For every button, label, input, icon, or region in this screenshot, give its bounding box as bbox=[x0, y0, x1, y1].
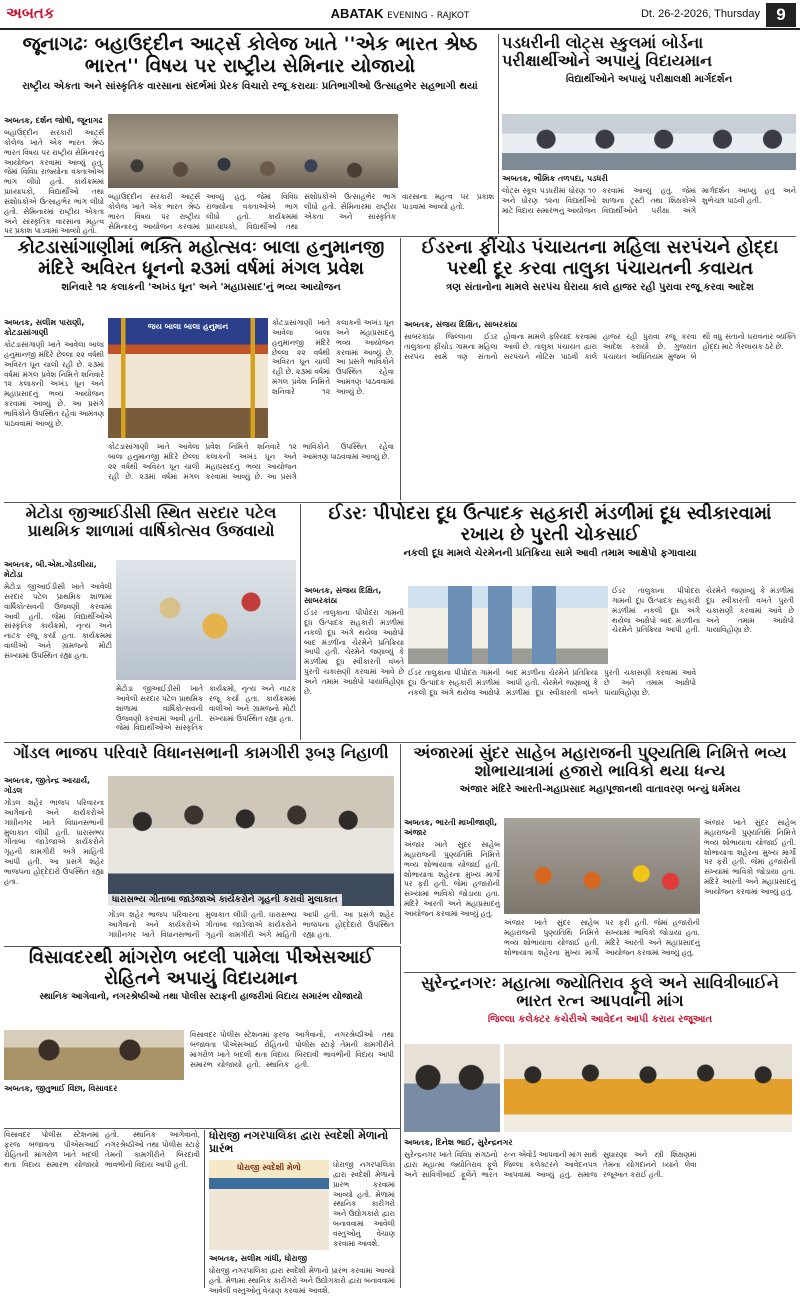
article-body-side: ઈડર તાલુકાના પીપોદરા ગામની દૂધ ઉત્પાદક સહકારી મંડળીમાં નકલી દૂધ અંગે થયેલા આક્ષેપો બાદ મંડળીના ચેરમેને પ્રતિક્રિયા આપી હતી. ચેરમેને જણાવ્યું કે મંડળીમાં દૂધ સ્વીકારતી વખતે પુરતી ચકાસણી કરવામાં આવે છે અને તમામ આક્ષેપો પાયાવિહોણા છે. bbox=[612, 586, 794, 635]
seminar-photo bbox=[108, 114, 398, 188]
temple-banner: જય બાલા બાલા હનુમાન bbox=[147, 322, 229, 331]
subheadline: અંજાર મંદિરે આરતી-મહાપ્રસાદ મહાપૂજાનથી વાતાવરણ બન્યું ધર્મમય bbox=[459, 783, 741, 795]
headline: પડધરીની લોટ્સ સ્કુલમાં બોર્ડના પરીક્ષાર્થીઓને અપાયું વિદાયમાન bbox=[502, 33, 713, 71]
newspaper-logo: અબતક bbox=[6, 4, 55, 22]
story-metoda bbox=[4, 504, 298, 740]
article-body: ગોંડલ શહેર ભાજપ પરિવારના આગેવાનો અને કાર્યકરોએ ગાંધીનગર ખાતે વિધાનસભાની મુલાકાત લીધી હતી. ધારાસભ્ય ગીતાબા જાડેજાએ કાર્યકરોને ગૃહની કામગીરી અંગે માહિતી આપી હતી. આ પ્રસંગે શહેર ભાજપના હોદ્દેદારો ઉપસ્થિત રહ્યા હતા. bbox=[4, 798, 104, 886]
byline: અબતક, બી.એમ.ગોંડલીયા, મેટોડા bbox=[4, 560, 97, 579]
fair-photo bbox=[209, 1160, 329, 1250]
byline: અબતક, દિનેશ ભાઈ, સુરેન્દ્રનગર bbox=[404, 1138, 513, 1147]
article-body-continued: બહાઉદ્દીન સરકારી આર્ટ્સ કોલેજ ખાતે એક ભારત શ્રેષ્ઠ ભારત વિષય પર રાષ્ટ્રીય સેમિનારનું આયોજન કરવામાં આવ્યું હતું. જેમાં વિવિધ રાજ્યોના વક્તાઓએ ભાગ લીધો હતો. કાર્યક્રમમાં પ્રાધ્યાપકો, વિદ્યાર્થીઓ તથા સંશોધકોએ ઉત્સાહભેર ભાગ લીધો હતો. સેમિનારમાં રાષ્ટ્રીય એકતા અને સાંસ્કૃતિક વારસાના મહત્વ પર પ્રકાશ પાડવામાં આવ્યો હતો. bbox=[108, 192, 494, 231]
story-gondal bbox=[4, 744, 398, 944]
article-body-continued: અંજાર ખાતે સુંદર સાહેબ મહારાજની પુણ્યતિથિ નિમિત્તે ભવ્ય શોભાયાત્રા યોજાઈ હતી. શોભાયાત્રા શહેરના મુખ્ય માર્ગો પર ફરી હતી. જેમાં હજારોની સંખ્યામાં ભાવિકો જોડાયા હતા. મંદિરે આરતી અને મહાપ્રસાદનું આયોજન કરવામાં આવ્યું હતું. bbox=[504, 918, 700, 957]
issue-date: Dt. 26-2-2026, Thursday bbox=[640, 8, 760, 20]
story-paddhari bbox=[502, 34, 796, 234]
procession-photo bbox=[504, 818, 700, 914]
byline: અબતક, સંજય દિક્ષિત, સાબરકાંઠા bbox=[304, 586, 382, 605]
headline: ધોરાજી નગરપાલિકા દ્વારા સ્વદેશી મેળાનો પ્રારંભ bbox=[209, 1129, 389, 1155]
article-body: લોટ્સ સ્કૂલ પડધરીમાં ધોરણ ૧૦ અને ધોરણ ૧૨ના વિદ્યાર્થીઓ માટે વિદાય સમારંભનું આયોજન કરવામાં આવ્યું હતું. જેમાં શાળાના ટ્રસ્ટી તથા શિક્ષકોએ વિદ્યાર્થીઓને પરીક્ષા અંગે માર્ગદર્શન આપ્યું હતું અને શુભેચ્છા પાઠવી હતી. bbox=[502, 186, 796, 215]
byline: અબતક, સંજય દિક્ષિત, સાબરકાંઠા bbox=[404, 320, 518, 329]
article-body-continued: ગોંડલ શહેર ભાજપ પરિવારના આગેવાનો અને કાર્યકરોએ ગાંધીનગર ખાતે વિધાનસભાની મુલાકાત લીધી હતી. ધારાસભ્ય ગીતાબા જાડેજાએ કાર્યકરોને ગૃહની કામગીરી અંગે માહિતી આપી હતી. આ પ્રસંગે શહેર ભાજપના હોદ્દેદારો ઉપસ્થિત રહ્યા હતા. bbox=[108, 910, 394, 939]
headline: કોટડાસાંગાણીમાં ભક્તિ મહોત્સવઃ બાલા હનુમાનજી મંદિરે અવિરત ધૂનનો ૨૩માં વર્ષમાં મંગલ પ્રવેશ bbox=[17, 237, 385, 279]
article-body-side: કોટડાસાંગાણી ખાતે આવેલા બાલા હનુમાનજી મંદિરે છેલ્લા ૨૨ વર્ષથી અવિરત ધૂન ચાલી રહી છે. ૨૩માં વર્ષમાં મંગલ પ્રવેશ નિમિત્તે શનિવારે ૧૨ કલાકની અખંડ ધૂન અને મહાપ્રસાદનું ભવ્ય આયોજન કરવામાં આવ્યું છે. આ પ્રસંગે ભાવિકોને ઉપસ્થિત રહેવા આમંત્રણ પાઠવવામાં આવ્યું છે. bbox=[272, 318, 394, 396]
story-idar-sarpanch bbox=[404, 238, 796, 500]
byline: અબતક, ભૌમિક તળપદા, પડધરી bbox=[502, 174, 608, 183]
headline: અંજારમાં સુંદર સાહેબ મહારાજની પુણ્યતિથિ નિમિત્તે ભવ્ય શોભાયાત્રામાં હજારો ભાવિકો થયા ધન્ય bbox=[413, 743, 787, 781]
article-body-side: વિસાવદર પોલીસ સ્ટેશનમાં ફરજ બજાવતા પીએસઆઈ રોહિતની માંગરોળ ખાતે બદલી થતા વિદાય સમારંભ યોજાયો હતો. સ્થાનિક આગેવાનો, નગરશ્રેષ્ઠીઓ તથા પોલીસ સ્ટાફે તેમની કામગીરીને બિરદાવી ભાવભીની વિદાય આપી હતી. bbox=[190, 1030, 394, 1069]
subheadline: વિદ્યાર્થીઓને અપાયું પરીક્ષાલક્ષી માર્ગદર્શન bbox=[565, 73, 733, 85]
headline: મેટોડા જીઆઈડીસી સ્થિત સરદાર પટેલ પ્રાથમિક શાળામાં વાર્ષિકોત્સવ ઉજવાયો bbox=[25, 503, 277, 541]
story-idar-dairy bbox=[304, 504, 796, 740]
subheadline: રાષ્ટ્રીય એકતા અને સાંસ્કૃતિક વારસાના સંદર્ભમાં પ્રેરક વિચારો રજૂ કરાયાઃ પ્રતિભાગીઓ ઉત્સાહભેર સહભાગી થયાં bbox=[22, 80, 478, 92]
headline: ઈડરઃ પીપોદરા દૂધ ઉત્પાદક સહકારી મંડળીમાં દૂધ સ્વીકારવામાં રખાય છે પુરતી ચોકસાઈ bbox=[328, 503, 772, 545]
photo-caption: ધારાસભ્ય ગીતાબા જાડેજાએ કાર્યકરોને ગૃહની કરાવી મુલાકાત bbox=[108, 894, 342, 906]
masthead bbox=[0, 0, 800, 30]
article-body-continued: ઈડર તાલુકાના પીપોદરા ગામની દૂધ ઉત્પાદક સહકારી મંડળીમાં નકલી દૂધ અંગે થયેલા આક્ષેપો બાદ મંડળીના ચેરમેને પ્રતિક્રિયા આપી હતી. ચેરમેને જણાવ્યું કે મંડળીમાં દૂધ સ્વીકારતી વખતે પુરતી ચકાસણી કરવામાં આવે છે અને તમામ આક્ષેપો પાયાવિહોણા છે. bbox=[408, 668, 696, 697]
byline: અબતક, જીતેન્દ્ર આચાર્ય, ગોંડલ bbox=[4, 776, 91, 795]
farewell-photo bbox=[4, 1030, 184, 1080]
story-surendranagar bbox=[404, 974, 796, 1288]
subheadline: સ્થાનિક આગેવાનો, નગરશ્રેષ્ઠીઓ તથા પોલીસ સ્ટાફની હાજરીમાં વિદાય સમારંભ યોજાયો bbox=[39, 992, 363, 1003]
byline: અબતક, સલીમ પારાણી, કોટડાસાંગાણી bbox=[4, 318, 85, 337]
article-body: કોટડાસાંગાણી ખાતે આવેલા બાલા હનુમાનજી મંદિરે છેલ્લા ૨૨ વર્ષથી અવિરત ધૂન ચાલી રહી છે. ૨૩માં વર્ષમાં મંગલ પ્રવેશ નિમિત્તે શનિવારે ૧૨ કલાકની અખંડ ધૂન અને મહાપ્રસાદનું ભવ્ય આયોજન કરવામાં આવ્યું છે. આ પ્રસંગે ભાવિકોને ઉપસ્થિત રહેવા આમંત્રણ પાઠવવામાં આવ્યું છે. bbox=[4, 340, 104, 428]
story-anjar bbox=[404, 744, 796, 970]
students-photo bbox=[502, 114, 796, 170]
page-number: 9 bbox=[766, 3, 796, 27]
article-body-continued: કોટડાસાંગાણી ખાતે આવેલા બાલા હનુમાનજી મંદિરે છેલ્લા ૨૨ વર્ષથી અવિરત ધૂન ચાલી રહી છે. ૨૩માં વર્ષમાં મંગલ પ્રવેશ નિમિત્તે શનિવારે ૧૨ કલાકની અખંડ ધૂન અને મહાપ્રસાદનું ભવ્ય આયોજન કરવામાં આવ્યું છે. આ પ્રસંગે ભાવિકોને ઉપસ્થિત રહેવા આમંત્રણ પાઠવવામાં આવ્યું છે. bbox=[108, 442, 394, 481]
article-body-side: ધોરાજી નગરપાલિકા દ્વારા સ્વદેશી મેળાનો પ્રારંભ કરવામાં આવ્યો હતો. મેળામાં સ્થાનિક કારીગરો અને ઉદ્યોગકારો દ્વારા બનાવવામાં આવેલી વસ્તુઓનું વેચાણ કરવામાં આવશે. bbox=[333, 1160, 395, 1248]
story-kotdasangani bbox=[4, 238, 398, 500]
annual-function-photo bbox=[116, 560, 296, 680]
brand-name: ABATAK bbox=[330, 6, 384, 21]
article-body: બહાઉદ્દીન સરકારી આર્ટ્સ કોલેજ ખાતે એક ભારત શ્રેષ્ઠ ભારત વિષય પર રાષ્ટ્રીય સેમિનારનું આયોજન કરવામાં આવ્યું હતું. જેમાં વિવિધ રાજ્યોના વક્તાઓએ ભાગ લીધો હતો. કાર્યક્રમમાં પ્રાધ્યાપકો, વિદ્યાર્થીઓ તથા સંશોધકોએ ઉત્સાહભેર ભાગ લીધો હતો. સેમિનારમાં રાષ્ટ્રીય એકતા અને સાંસ્કૃતિક વારસાના મહત્વ પર પ્રકાશ પાડવામાં આવ્યો હતો. bbox=[4, 128, 104, 236]
article-body-side: અંજાર ખાતે સુંદર સાહેબ મહારાજની પુણ્યતિથિ નિમિત્તે ભવ્ય શોભાયાત્રા યોજાઈ હતી. શોભાયાત્રા શહેરના મુખ્ય માર્ગો પર ફરી હતી. જેમાં હજારોની સંખ્યામાં ભાવિકો જોડાયા હતા. મંદિરે આરતી અને મહાપ્રસાદનું આયોજન કરવામાં આવ્યું હતું. bbox=[704, 818, 796, 896]
visavadar-body-continued: વિસાવદર પોલીસ સ્ટેશનમાં ફરજ બજાવતા પીએસઆઈ રોહિતની માંગરોળ ખાતે બદલી થતા વિદાય સમારંભ યોજાયો હતો. સ્થાનિક આગેવાનો, નગરશ્રેષ્ઠીઓ તથા પોલીસ સ્ટાફે તેમની કામગીરીને બિરદાવી ભાવભીની વિદાય આપી હતી. bbox=[4, 1130, 200, 1169]
byline: અબતક, ભારતી માખીજાણી, અંજાર bbox=[404, 818, 498, 837]
byline: અબતક, સલીમ ગાંધી, ધોરાજી bbox=[209, 1254, 307, 1263]
legislative-visit-photo bbox=[108, 776, 394, 906]
article-body: ઈડર તાલુકાના પીપોદરા ગામની દૂધ ઉત્પાદક સહકારી મંડળીમાં નકલી દૂધ અંગે થયેલા આક્ષેપો બાદ મંડળીના ચેરમેને પ્રતિક્રિયા આપી હતી. ચેરમેને જણાવ્યું કે મંડળીમાં દૂધ સ્વીકારતી વખતે પુરતી ચકાસણી કરવામાં આવે છે અને તમામ આક્ષેપો પાયાવિહોણા છે. bbox=[304, 608, 404, 696]
article-body: સાબરકાંઠા જિલ્લાના ઈડર તાલુકાના ફીંચોડ ગામના મહિલા સરપંચ સામે ત્રણ સંતાનો હોવાના મામલે ફરિયાદ કરવામાં આવી છે. તાલુકા પંચાયત દ્વારા સરપંચને નોટિસ પાઠવી કાલે હાજર રહી પુરાવા રજૂ કરવા આદેશ કરાયો છે. ગુજરાત પંચાયત અધિનિયમ મુજબ બે થી વધુ સંતાનો ધરાવનાર વ્યક્તિ હોદ્દા માટે ગેરલાયક ઠરે છે. bbox=[404, 332, 796, 361]
memorandum-photo bbox=[504, 1044, 792, 1132]
story-visavadar bbox=[4, 948, 398, 1126]
leaders-photo bbox=[404, 1044, 500, 1132]
temple-photo bbox=[108, 318, 268, 438]
article-body: સુરેન્દ્રનગર ખાતે વિવિધ સંગઠનો દ્વારા મહાત્મા જ્યોતિરાવ ફૂલે અને સાવિત્રીબાઈ ફૂલેને ભારત રત્ન એવોર્ડ આપવાની માંગ સાથે જિલ્લા કલેક્ટરને આવેદનપત્ર આપવામાં આવ્યું હતું. સમાજ સુધારણા અને સ્ત્રી શિક્ષણમાં તેમના યોગદાનને ધ્યાને લેવા રજૂઆત કરાઈ હતી. bbox=[404, 1150, 697, 1179]
article-body: ધોરાજી નગરપાલિકા દ્વારા સ્વદેશી મેળાનો પ્રારંભ કરવામાં આવ્યો હતો. મેળામાં સ્થાનિક કારીગરો અને ઉદ્યોગકારો દ્વારા બનાવવામાં આવેલી વસ્તુઓનું વેચાણ કરવામાં આવશે. bbox=[209, 1266, 395, 1295]
story-junagadh bbox=[4, 34, 496, 234]
story-dhoraji bbox=[4, 1129, 398, 1295]
headline: સુરેન્દ્રનગરઃ મહાત્મા જ્યોતિરાવ ફૂલે અને સાવિત્રીબાઈને ભારત રત્ન આપવાની માંગ bbox=[421, 973, 779, 1011]
subheadline: ત્રણ સંતાનોના મામલે સરપંચ ઘેરાયા કાલે હાજર રહી પુરાવા રજૂ કરવા આદેશ bbox=[446, 282, 754, 294]
fair-banner: ધોરાજી સ્વદેશી મેળો bbox=[237, 1163, 301, 1172]
subheadline: જિલ્લા કલેક્ટર કચેરીએ આવેદન આપી કરાય રજૂઆત bbox=[487, 1013, 713, 1025]
brand-edition: EVENING - RAJKOT bbox=[387, 11, 470, 21]
headline: જૂનાગઢઃ બહાઉદ્દીન આર્ટ્સ કોલેજ ખાતે ''એક ભારત શ્રેષ્ઠ ભારત'' વિષય પર રાષ્ટ્રીય સેમિનાર યોજાયો bbox=[22, 33, 478, 77]
headline: ઈડરના ફીંચોડ પંચાયતના મહિલા સરપંચને હોદ્દા પરથી દૂર કરવા તાલુકા પંચાયતની કવાયત bbox=[421, 237, 779, 279]
dairy-building-photo bbox=[408, 586, 608, 664]
article-body: અંજાર ખાતે સુંદર સાહેબ મહારાજની પુણ્યતિથિ નિમિત્તે ભવ્ય શોભાયાત્રા યોજાઈ હતી. શોભાયાત્રા શહેરના મુખ્ય માર્ગો પર ફરી હતી. જેમાં હજારોની સંખ્યામાં ભાવિકો જોડાયા હતા. મંદિરે આરતી અને મહાપ્રસાદનું આયોજન કરવામાં આવ્યું હતું. bbox=[404, 840, 500, 918]
article-body-continued: મેટોડા જીઆઈડીસી ખાતે આવેલી સરદાર પટેલ પ્રાથમિક શાળામાં વાર્ષિકોત્સવની ઉજવણી કરવામાં આવી હતી. જેમાં વિદ્યાર્થીઓએ સાંસ્કૃતિક કાર્યક્રમો, નૃત્ય અને નાટક રજૂ કર્યા હતા. કાર્યક્રમમાં વાલીઓ અને ગ્રામજનો મોટી સંખ્યામાં ઉપસ્થિત રહ્યા હતા. bbox=[116, 684, 296, 733]
byline: અબતક, દર્શન જોષી, જૂનાગઢ bbox=[4, 116, 103, 125]
headline: વિસાવદરથી માંગરોળ બદલી પામેલા પીએસઆઈ રોહિતને અપાયું વિદાયમાન bbox=[28, 947, 374, 989]
subheadline: નકલી દૂધ મામલે ચેરમેનની પ્રતિક્રિયા સામે આવી તમામ આક્ષેપો ફગાવાયા bbox=[403, 548, 697, 560]
headline: ગોંડલ ભાજપ પરિવારે વિધાનસભાની કામગીરી રૂબરૂ નિહાળી bbox=[13, 743, 389, 762]
subheadline: શનિવારે ૧૨ કલાકની 'અખંડ ધૂન' અને 'મહાપ્રસાદ'નું ભવ્ય આયોજન bbox=[61, 282, 341, 294]
byline: અબતક, જીતુભાઈ વિંછા, વિસાવદર bbox=[4, 1084, 118, 1093]
article-body: મેટોડા જીઆઈડીસી ખાતે આવેલી સરદાર પટેલ પ્રાથમિક શાળામાં વાર્ષિકોત્સવની ઉજવણી કરવામાં આવી હતી. જેમાં વિદ્યાર્થીઓએ સાંસ્કૃતિક કાર્યક્રમો, નૃત્ય અને નાટક રજૂ કર્યા હતા. કાર્યક્રમમાં વાલીઓ અને ગ્રામજનો મોટી સંખ્યામાં ઉપસ્થિત રહ્યા હતા. bbox=[4, 582, 112, 660]
